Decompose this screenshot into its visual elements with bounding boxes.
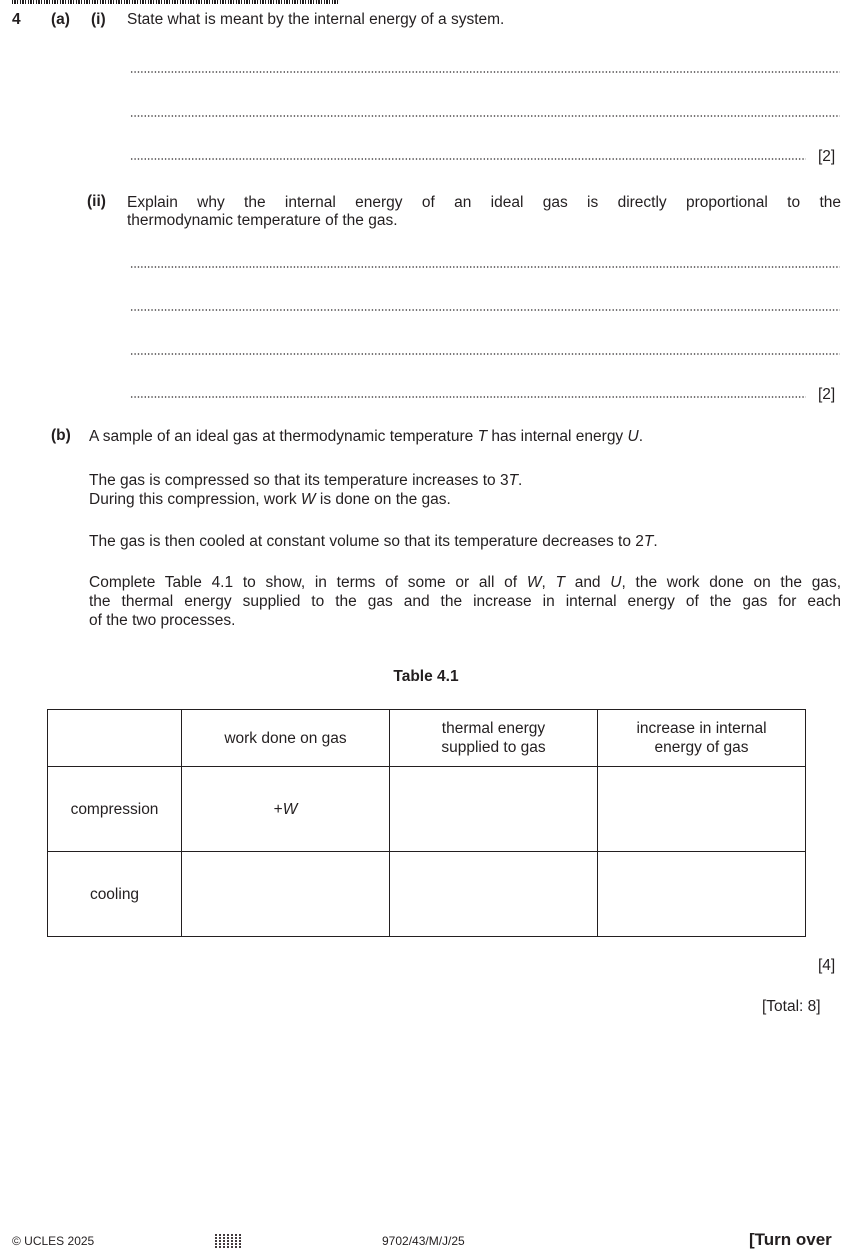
answer-line[interactable] [130,158,806,160]
cell-compression-internal[interactable] [598,767,806,852]
part-b-para4: The gas is then cooled at constant volume so that its temperature decreases to 2T. [89,533,658,550]
answer-line[interactable] [130,309,840,311]
part-a-ii-label: (ii) [87,193,106,210]
part-b-para5-line1: Complete Table 4.1 to show, in terms of some or all of W, T and U, the work done on the gas, [89,574,842,591]
footer-turn-over: [Turn over [749,1230,832,1249]
footer-copyright: © UCLES 2025 [12,1234,95,1248]
part-b-para3: During this compression, work W is done on the gas. [89,491,451,508]
part-b-para2: The gas is compressed so that its temperature increases to 3T. [89,472,523,489]
table-row [48,852,806,937]
answer-line[interactable] [130,353,840,355]
table-title: Table 4.1 [393,668,459,685]
row-label-compression: compression [48,767,182,852]
part-a-i-text: State what is meant by the internal energy of a system. [127,11,505,28]
part-a-ii-text-line2: thermodynamic temperature of the gas. [127,212,398,229]
cell-cooling-work[interactable] [182,852,390,937]
part-a-label: (a) [51,11,70,28]
part-a-i-mark: [2] [818,148,836,165]
cell-cooling-thermal[interactable] [390,852,598,937]
table-4-1 [47,709,806,937]
answer-line[interactable] [130,396,806,398]
part-b-para5-line3: of the two processes. [89,612,236,629]
answer-line[interactable] [130,115,840,117]
cell-compression-thermal[interactable] [390,767,598,852]
part-a-i-label: (i) [91,11,106,28]
part-b-label: (b) [51,427,71,444]
table-row [48,767,806,852]
part-a-ii-mark: [2] [818,386,836,403]
cell-compression-work: +W [182,767,390,852]
table-header-blank [48,710,182,767]
footer-code: 9702/43/M/J/25 [382,1234,465,1248]
part-a-ii-text-line1: Explain why the internal energy of an ideal gas is directly proportional to the [127,194,841,211]
table-header-thermal: thermal energy supplied to gas [390,710,598,767]
part-b-para5-line2: the thermal energy supplied to the gas and the increase in internal energy of the gas for each [89,593,841,610]
answer-line[interactable] [130,266,840,268]
part-b-mark: [4] [818,957,836,974]
part-b-para1: A sample of an ideal gas at thermodynamic temperature T has internal energy U. [89,428,644,445]
qr-code-icon [215,1233,241,1248]
top-barcode [12,0,340,4]
question-number: 4 [12,11,21,28]
row-label-cooling: cooling [48,852,182,937]
table-header-internal: increase in internal energy of gas [598,710,806,767]
cell-cooling-internal[interactable] [598,852,806,937]
table-header-work: work done on gas [182,710,390,767]
answer-line[interactable] [130,71,840,73]
question-total: [Total: 8] [762,998,821,1015]
